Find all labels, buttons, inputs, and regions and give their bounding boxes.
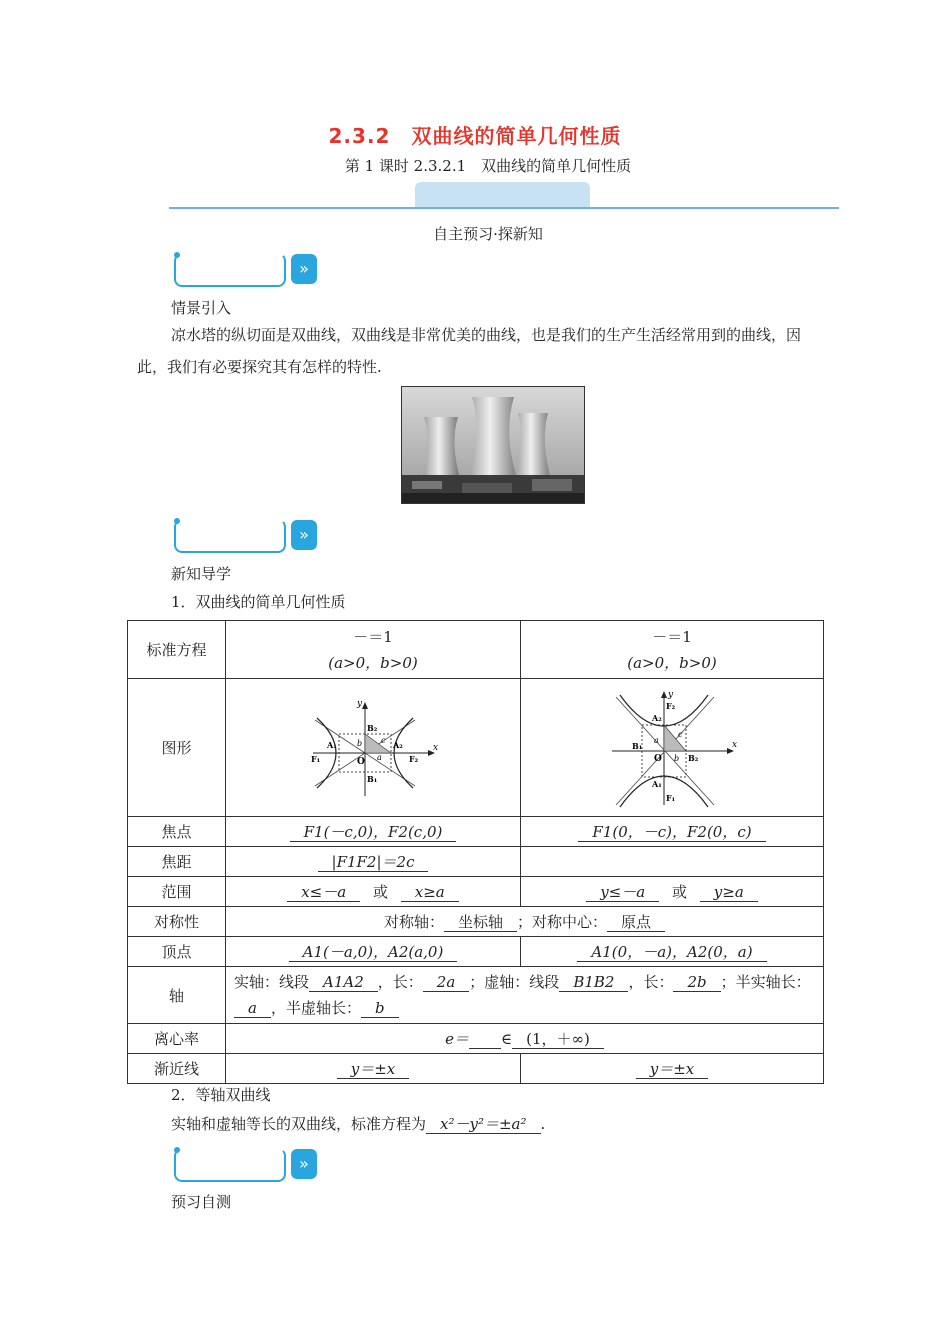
- chevron-down-icon: »: [291, 1149, 317, 1179]
- table-row: [128, 937, 824, 967]
- svg-text:F₂: F₂: [409, 753, 419, 764]
- row-label: 范围: [128, 877, 226, 907]
- eccentricity-in: ∈: [501, 1030, 513, 1048]
- eccentricity-blank: [469, 1030, 501, 1049]
- label-box-dot: [174, 518, 180, 524]
- svg-text:x: x: [732, 739, 738, 750]
- table-cell: [226, 847, 521, 877]
- axis-text: ，长：: [628, 973, 674, 991]
- table-cell: [521, 1054, 824, 1084]
- svg-text:b: b: [357, 738, 363, 748]
- axis-text: ，半虚轴长：: [270, 999, 361, 1017]
- asymptote-value: y＝±x: [636, 1060, 709, 1079]
- axis-text: 实轴：线段: [234, 973, 310, 991]
- hyperbola-properties-table: [127, 620, 824, 1084]
- condition: (a>0，b>0): [328, 653, 418, 672]
- table-row: [128, 1024, 824, 1054]
- equiaxial-text: 实轴和虚轴等长的双曲线，标准方程为: [171, 1115, 427, 1133]
- svg-text:B₂: B₂: [367, 722, 378, 733]
- new-knowledge-heading: 新知导学: [171, 565, 232, 583]
- svg-text:O: O: [357, 756, 365, 767]
- eccentricity-prefix: e＝: [445, 1030, 470, 1048]
- vertex-value: A1(0，－a)，A2(0，a): [577, 943, 766, 962]
- row-label: 顶点: [128, 937, 226, 967]
- range-value: x≥a: [401, 883, 459, 902]
- symmetry-center-value: 原点: [607, 913, 665, 932]
- page-title: 2.3.2 双曲线的简单几何性质: [328, 124, 622, 148]
- svg-text:b: b: [674, 753, 680, 763]
- table-cell: [521, 847, 824, 877]
- range-value: y≥a: [700, 883, 758, 902]
- label-box-dot: [174, 1147, 180, 1153]
- svg-text:x: x: [433, 742, 439, 753]
- svg-text:y: y: [357, 698, 363, 709]
- range-value: y≤－a: [586, 883, 659, 902]
- intro-paragraph: 凉水塔的纵切面是双曲线，双曲线是非常优美的曲线，也是我们的生产生活经常用到的曲线，因此，我们有必要探究其有怎样的特性.: [137, 326, 802, 376]
- cooling-tower-photo: [401, 386, 585, 504]
- axis-value: A1A2: [309, 973, 378, 992]
- svg-text:y: y: [668, 689, 674, 700]
- equation: －＝1: [353, 627, 393, 646]
- table-cell: [521, 937, 824, 967]
- table-row: [128, 679, 824, 817]
- symmetry-axis-value: 坐标轴: [444, 913, 517, 932]
- figure-vertical-hyperbola: [521, 679, 824, 817]
- or-word: 或: [671, 883, 687, 901]
- banner-tab: [415, 182, 590, 208]
- row-label: 离心率: [128, 1024, 226, 1054]
- chevron-down-icon: »: [291, 520, 317, 550]
- table-row: [128, 967, 824, 1024]
- row-label: 焦距: [128, 847, 226, 877]
- label-box-frame: [174, 519, 286, 553]
- item-2-heading: 2．等轴双曲线: [171, 1086, 271, 1104]
- or-word: 或: [372, 883, 388, 901]
- table-cell: [521, 877, 824, 907]
- svg-text:O: O: [654, 753, 662, 764]
- svg-text:a: a: [654, 735, 659, 745]
- row-label: 对称性: [128, 907, 226, 937]
- equiaxial-sentence: [171, 1113, 545, 1135]
- focus-value: F1(－c,0)，F2(c,0): [290, 823, 457, 842]
- symmetry-axis-label: 对称轴：: [383, 913, 444, 931]
- label-box-dot: [174, 252, 180, 258]
- lesson-subtitle: 第 1 课时 2.3.2.1 双曲线的简单几何性质: [344, 157, 632, 175]
- row-label: 轴: [128, 967, 226, 1024]
- axis-value: B1B2: [559, 973, 628, 992]
- svg-text:B₁: B₁: [367, 773, 378, 784]
- axis-value: b: [361, 999, 399, 1018]
- table-cell: [226, 967, 824, 1024]
- row-label: 标准方程: [128, 621, 226, 679]
- axis-text: ；虚轴：线段: [469, 973, 560, 991]
- table-cell: [226, 621, 521, 679]
- chevron-down-icon: »: [291, 254, 317, 284]
- banner-divider: [169, 207, 839, 209]
- axis-text: ，长：: [377, 973, 423, 991]
- axis-value: a: [234, 999, 271, 1018]
- row-label: 渐近线: [128, 1054, 226, 1084]
- table-cell: [226, 937, 521, 967]
- svg-text:B₂: B₂: [688, 752, 699, 763]
- svg-text:F₁: F₁: [311, 753, 321, 764]
- table-cell: [521, 817, 824, 847]
- table-cell: [521, 621, 824, 679]
- axis-value: 2a: [423, 973, 470, 992]
- period: .: [540, 1115, 546, 1133]
- condition: (a>0，b>0): [627, 653, 717, 672]
- focal-distance-value: |F1F2|＝2c: [318, 853, 429, 872]
- table-row: [128, 877, 824, 907]
- table-cell: [226, 1024, 824, 1054]
- svg-text:a: a: [377, 752, 382, 762]
- table-row: [128, 907, 824, 937]
- table-cell: [226, 1054, 521, 1084]
- axis-value: 2b: [673, 973, 720, 992]
- eccentricity-range: (1，＋∞): [512, 1030, 604, 1049]
- vertex-value: A1(－a,0)，A2(a,0): [289, 943, 458, 962]
- table-row: [128, 817, 824, 847]
- asymptote-value: y＝±x: [337, 1060, 410, 1079]
- svg-text:B₁: B₁: [632, 740, 643, 751]
- symmetry-sep: ；对称中心：: [517, 913, 608, 931]
- table-cell: [226, 817, 521, 847]
- label-box-frame: [174, 1148, 286, 1182]
- focus-value: F1(0，－c)，F2(0，c): [578, 823, 765, 842]
- self-test-heading: 预习自测: [171, 1193, 232, 1211]
- svg-text:F₁: F₁: [666, 792, 676, 803]
- svg-text:A₁: A₁: [327, 739, 337, 750]
- row-label: 图形: [128, 679, 226, 817]
- table-row: [128, 847, 824, 877]
- range-value: x≤－a: [287, 883, 360, 902]
- svg-text:F₂: F₂: [666, 700, 676, 711]
- intro-heading: 情景引入: [171, 299, 232, 317]
- equiaxial-equation: x²－y²＝±a²: [426, 1115, 541, 1134]
- axis-text: ；半实轴长：: [720, 973, 811, 991]
- label-box-frame: [174, 253, 286, 287]
- row-label: 焦点: [128, 817, 226, 847]
- svg-text:A₂: A₂: [652, 712, 662, 723]
- svg-text:A₁: A₁: [652, 778, 662, 789]
- svg-text:A₂: A₂: [393, 739, 403, 750]
- section-heading: 自主预习·探新知: [433, 225, 543, 243]
- table-cell: [226, 877, 521, 907]
- equation: －＝1: [652, 627, 692, 646]
- svg-text:c: c: [678, 729, 683, 739]
- item-1-heading: 1．双曲线的简单几何性质: [171, 593, 346, 611]
- table-row: [128, 1054, 824, 1084]
- figure-horizontal-hyperbola: [226, 679, 521, 817]
- table-row: [128, 621, 824, 679]
- svg-text:c: c: [381, 735, 386, 745]
- table-cell: [226, 907, 824, 937]
